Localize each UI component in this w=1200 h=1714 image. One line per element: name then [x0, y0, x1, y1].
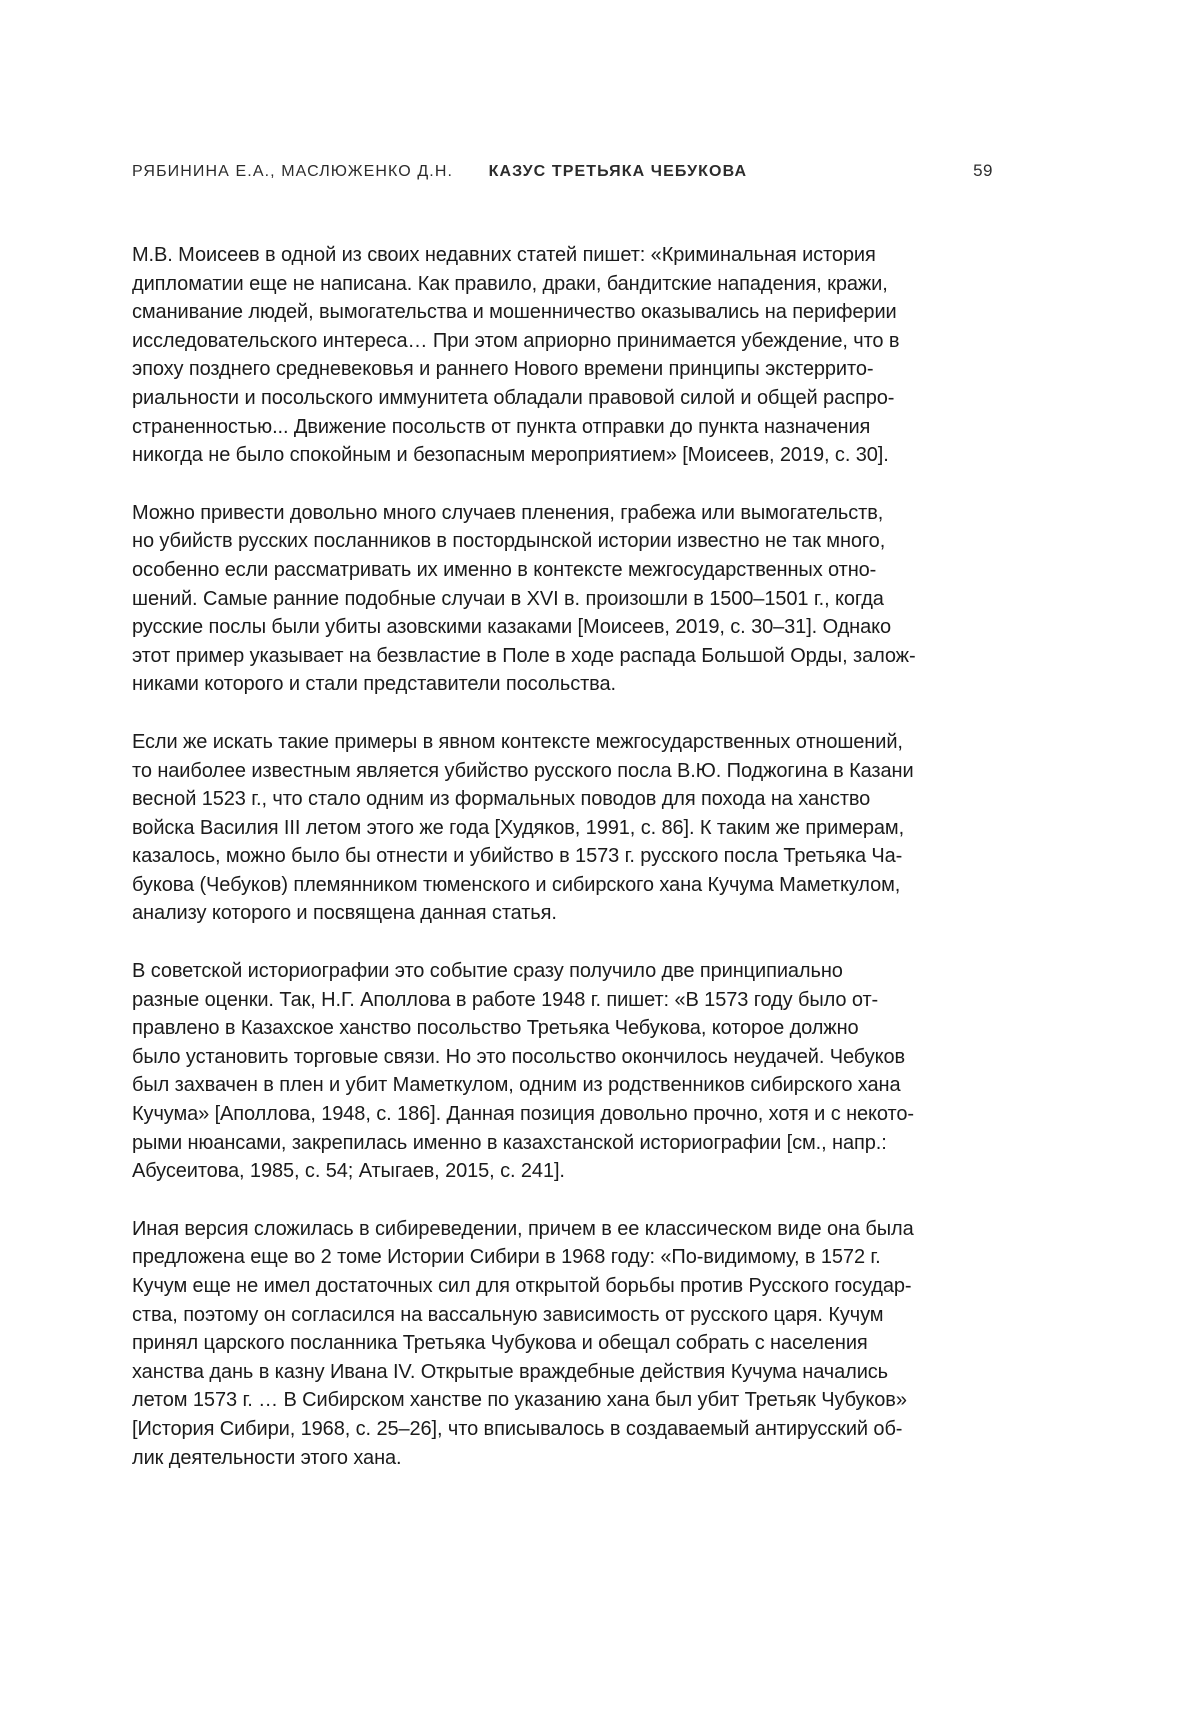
running-head-text: [132, 162, 747, 181]
article-body: [132, 241, 1132, 1472]
paragraph-2: Можно привести довольно много случаев пленения, грабежа или вымогательств, но убийств русских посланников в постордынской истории известно не так много, особенно если рассматривать их именно в контексте межгосударственных отно- шений. Самые ранние подобные случаи в XVI в. произошли в 1500–1501 г., когда русские послы были убиты азовскими казаками [Моисеев, 2019, с. 30–31]. Однако этот пример указывает на безвластие в Поле в ходе распада Большой Орды, залож- никами которого и стали представители посольства.: [132, 501, 916, 696]
paragraph-4: В советской историографии это событие сразу получило две принципиально разные оценки. Так, Н.Г. Аполлова в работе 1948 г. пишет: «В 1573 году было от- правлено в Казахское ханство посольство Третьяка Чебукова, которое должно было установить торговые связи. Но это посольство окончилось неудачей. Чебуков был захвачен в плен и убит Маметкулом, одним из родственников сибирского хана Кучума» [Аполлова, 1948, с. 186]. Данная позиция довольно прочно, хотя и с некото- рыми нюансами, закрепилась именно в казахстанской историографии [см., напр.: Абусеитова, 1985, с. 54; Атыгаев, 2015, с. 241].: [132, 960, 914, 1183]
page-header: [132, 161, 993, 181]
paragraph-3: Если же искать такие примеры в явном контексте межгосударственных отношений, то наиболее известным является убийство русского посла В.Ю. Поджогина в Казани весной 1523 г., что стало одним из формальных поводов для похода на ханство войска Василия III летом этого же года [Худяков, 1991, с. 86]. К таким же примерам, казалось, можно было бы отнести и убийство в 1573 г. русского посла Третьяка Ча- букова (Чебуков) племянником тюменского и сибирского хана Кучума Маметкулом, анализу которого и посвящена данная статья.: [132, 730, 914, 925]
running-head-authors: РЯБИНИНА Е.А., МАСЛЮЖЕНКО Д.Н.: [132, 163, 454, 180]
paragraph-5: Иная версия сложилась в сибиреведении, причем в ее классическом виде она была предложена еще во 2 томе Истории Сибири в 1968 году: «По-видимому, в 1572 г. Кучум еще не имел достаточных сил для открытой борьбы против Русского государ- ства, поэтому он согласился на вассальную зависимость от русского царя. Кучум принял царского посланника Третьяка Чубукова и обещал собрать с населения ханства дань в казну Ивана IV. Открытые враждебные действия Кучума начались летом 1573 г. … В Сибирском ханстве по указанию хана был убит Третьяк Чубуков» [История Сибири, 1968, с. 25–26], что вписывалось в создаваемый антирусский об- лик деятельности этого хана.: [132, 1217, 914, 1469]
running-head-title: КАЗУС ТРЕТЬЯКА ЧЕБУКОВА: [488, 163, 748, 180]
page-number: 59: [973, 161, 993, 180]
paragraph-1: М.В. Моисеев в одной из своих недавних статей пишет: «Криминальная история дипломатии еще не написана. Как правило, драки, бандитские нападения, кражи, сманивание людей, вымогательства и мошенничество оказывались на периферии исследовательского интереса… При этом априорно принимается убеждение, что в эпоху позднего средневековья и раннего Нового времени принципы экстеррито- риальности и посольского иммунитета обладали правовой силой и общей распро- страненностью... Движение посольств от пункта отправки до пункта назначения никогда не было спокойным и безопасным мероприятием» [Моисеев, 2019, с. 30].: [132, 244, 900, 467]
